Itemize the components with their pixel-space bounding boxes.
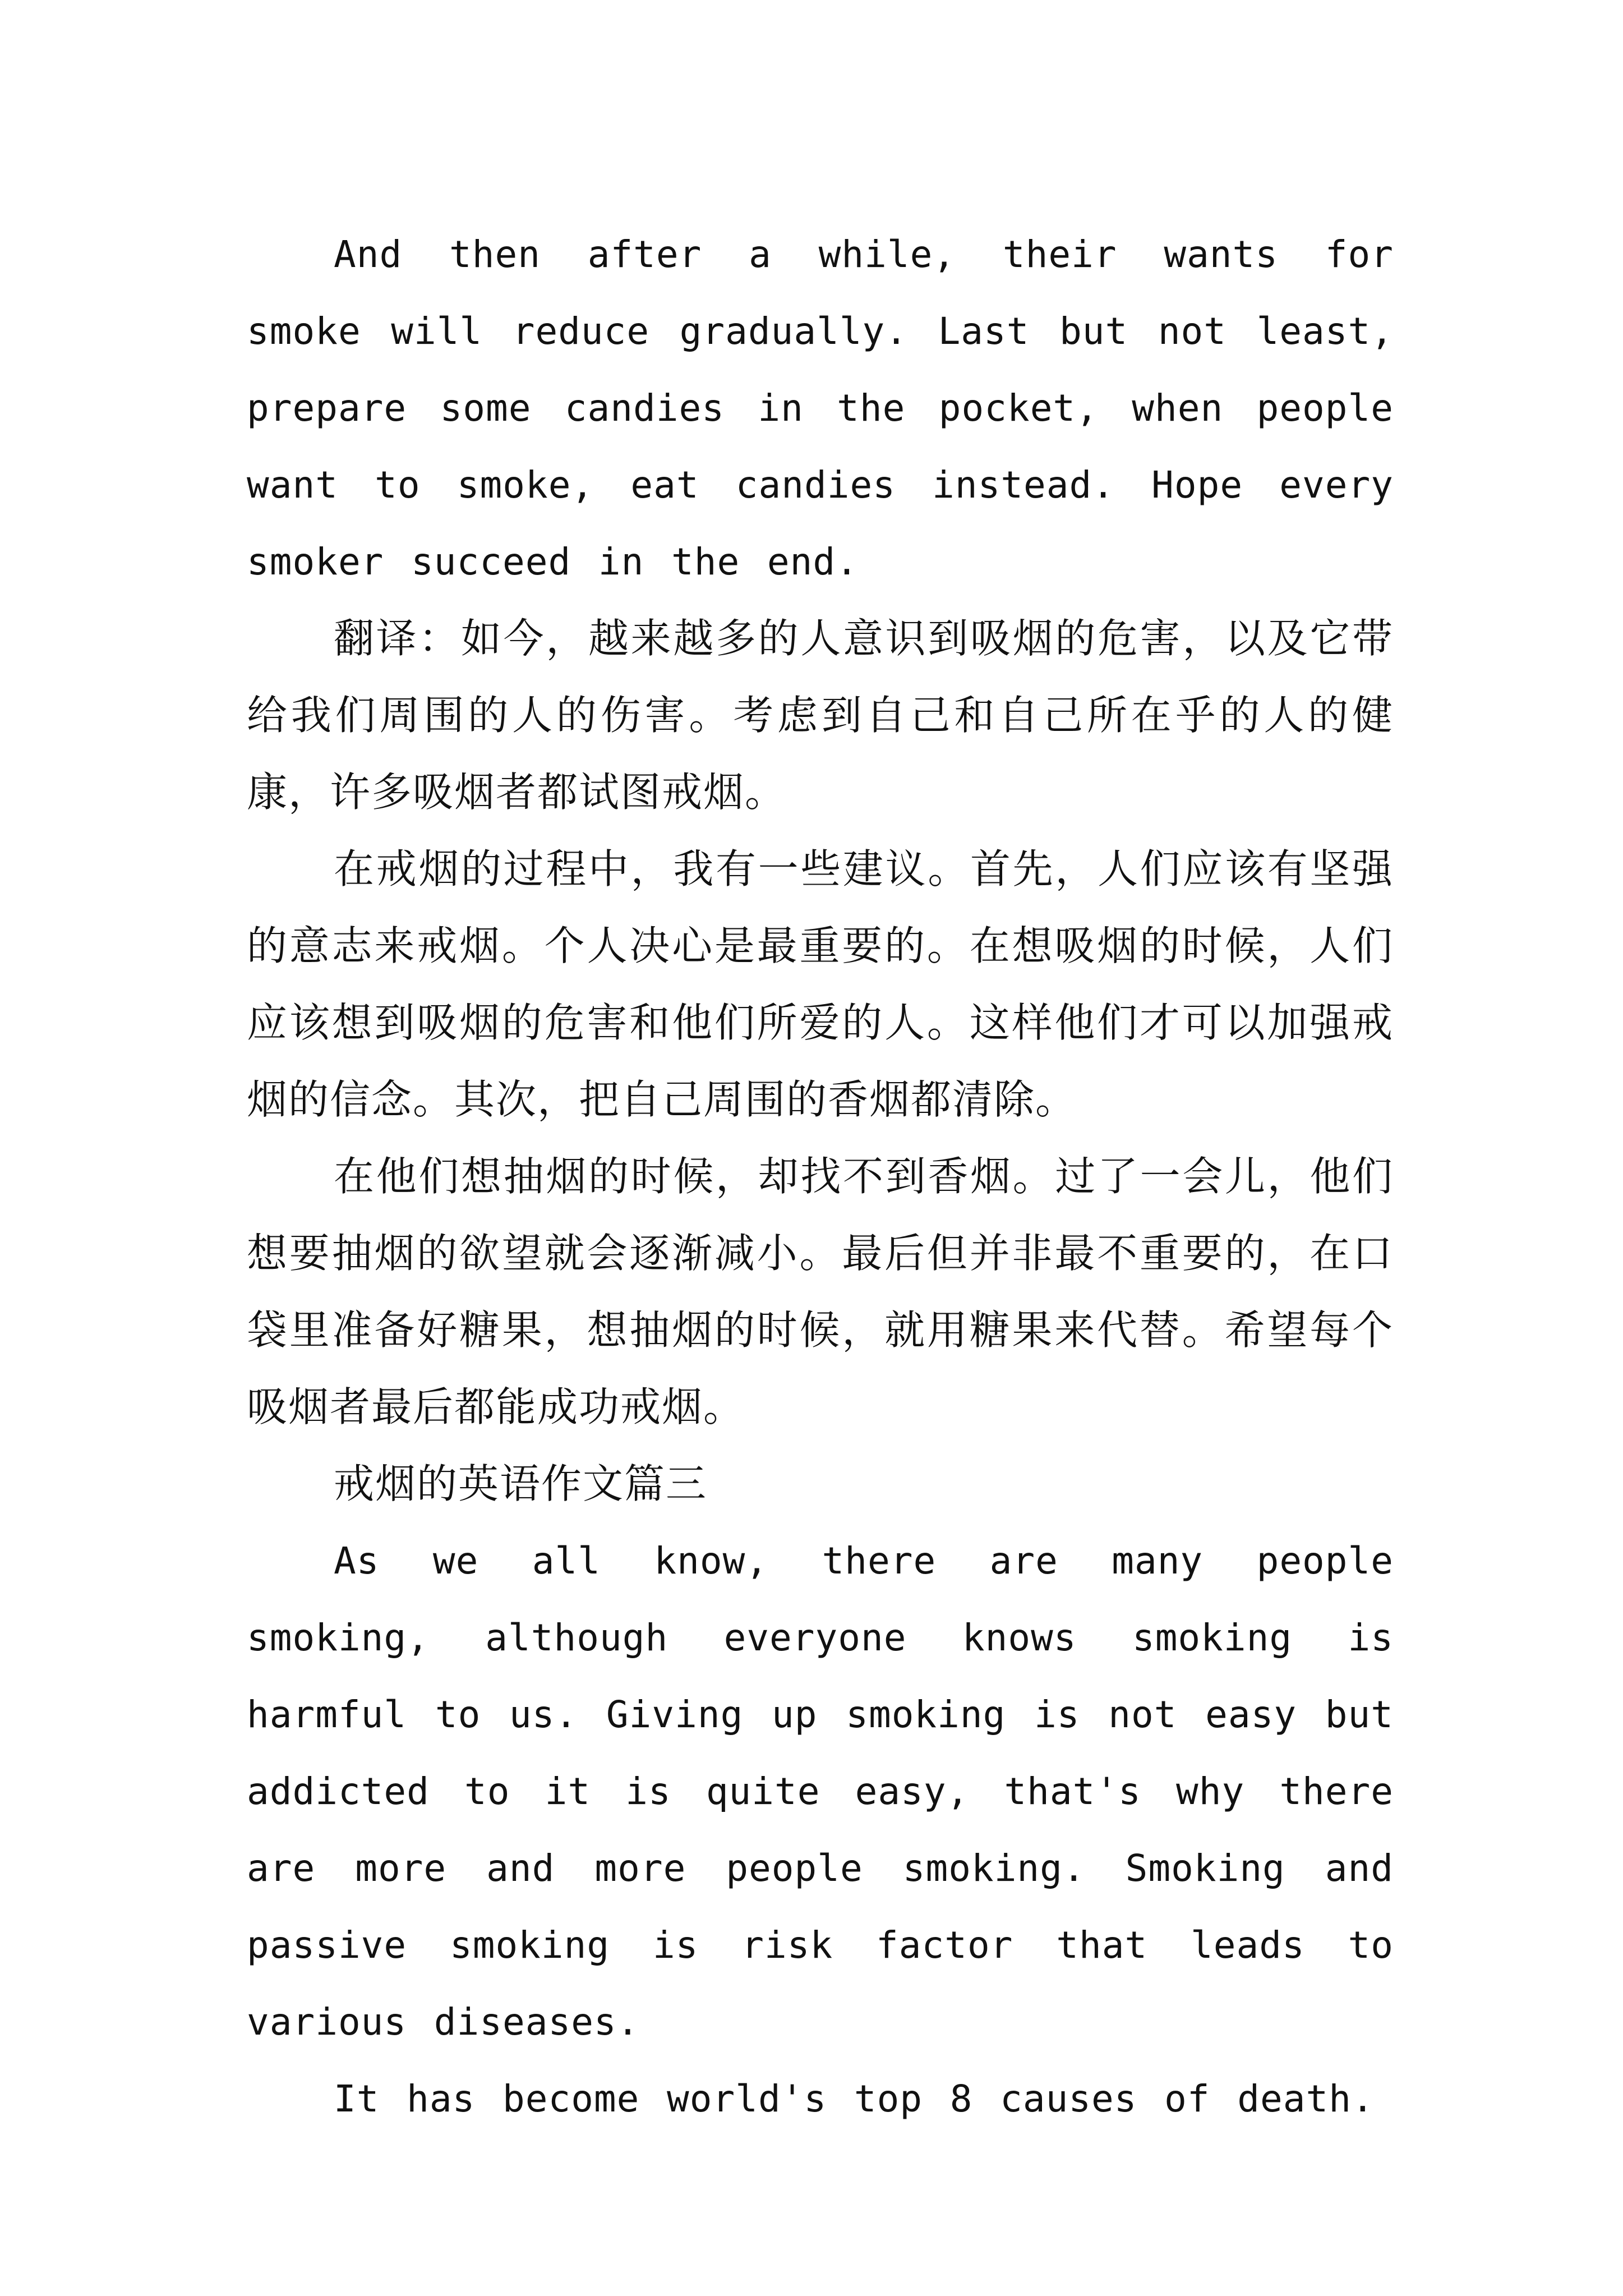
paragraph-english-continuation: And then after a while, their wants for smoke will reduce gradually. Last but not least, prepare some candies in the pocket, when people want to smoke, eat candies instead. Hope every smoker succeed in the end.: [247, 233, 1394, 583]
paragraph-essay-three-intro: As we all know, there are many people smoking, although everyone knows smoking is harmful to us. Giving up smoking is not easy but addicted to it is quite easy, that's why there are more and more people smoking. Smoking and passive smoking is risk factor that leads to various diseases.: [247, 1539, 1394, 2044]
section-heading: 戒烟的英语作文篇三: [334, 1460, 708, 1507]
document-body: [247, 216, 1394, 2137]
paragraph-translation-conclusion: 在他们想抽烟的时候，却找不到香烟。过了一会儿，他们想要抽烟的欲望就会逐渐减小。最后但并非最不重要的，在口袋里准备好糖果，想抽烟的时候，就用糖果来代替。希望每个吸烟者最后都能成功戒烟。: [247, 1153, 1394, 1430]
paragraph-translation-advice: 在戒烟的过程中，我有一些建议。首先，人们应该有坚强的意志来戒烟。个人决心是最重要的。在想吸烟的时候，人们应该想到吸烟的危害和他们所爱的人。这样他们才可以加强戒烟的信念。其次，把自己周围的香烟都清除。: [247, 845, 1394, 1123]
paragraph-translation-intro: 翻译：如今，越来越多的人意识到吸烟的危害，以及它带给我们周围的人的伤害。考虑到自己和自己所在乎的人的健康，许多吸烟者都试图戒烟。: [247, 615, 1394, 816]
paragraph-essay-three-continued: It has become world's top 8 causes of death.: [334, 2077, 1375, 2120]
